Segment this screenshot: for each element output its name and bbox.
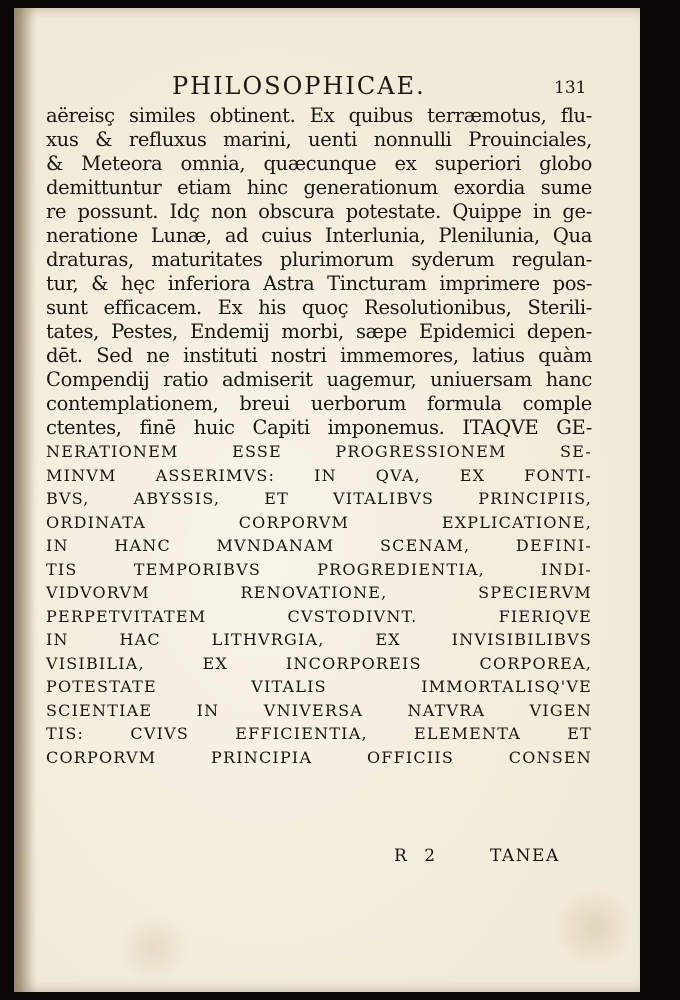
text-line: & Meteora omnia, quæcunque ex superiori globo: [46, 152, 592, 175]
caps-line: SCIENTIAE IN VNIVERSA NATVRA VIGEN: [46, 700, 592, 720]
text-line: contemplationem, breui uerborum formula comple: [46, 392, 592, 415]
binding-gutter-shadow: [14, 8, 36, 992]
caps-line: TIS TEMPORIBVS PROGREDIENTIA, INDI-: [46, 559, 592, 579]
body-text: [46, 104, 592, 769]
capitals-text-block: [46, 440, 592, 769]
text-line: dēt. Sed ne instituti nostri immemores, latius quàm: [46, 344, 592, 367]
caps-line: BVS, ABYSSIS, ET VITALIBVS PRINCIPIIS,: [46, 489, 592, 508]
text-line: sunt efficacem. Ex his quoç Resolutionibus, Sterili-: [46, 296, 592, 319]
folio-number: 131: [554, 78, 587, 98]
text-line: tur, & hęc inferiora Astra Tincturam imprimere pos-: [46, 272, 592, 295]
caps-line: POTESTATE VITALIS IMMORTALISQ'VE: [46, 677, 592, 696]
text-line: draturas, maturitates plurimorum syderum regulan-: [46, 248, 592, 271]
text-line: ctentes, finē huic Capiti imponemus. ITAQVE GE-: [46, 416, 592, 439]
roman-text-block: [46, 104, 592, 440]
text-line: demittuntur etiam hinc generationum exordia sume: [46, 176, 592, 199]
text-line: re possunt. Idç non obscura potestate. Quippe in ge-: [46, 200, 592, 223]
text-line: tates, Pestes, Endemij morbi, sæpe Epidemici depen-: [46, 320, 592, 343]
caps-line: CORPORVM PRINCIPIA OFFICIIS CONSEN: [46, 747, 592, 767]
text-line: aëreisç similes obtinent. Ex quibus terræmotus, flu-: [46, 104, 592, 127]
caps-line: VIDVORVM RENOVATIONE, SPECIERVM: [46, 583, 592, 602]
text-line: xus & refluxus marini, uenti nonnulli Prouinciales,: [46, 128, 592, 151]
signature-mark: R 2: [394, 846, 442, 866]
caps-line: MINVM ASSERIMVS: IN QVA, EX FONTI-: [46, 465, 592, 485]
caps-line: TIS: CVIVS EFFICIENTIA, ELEMENTA ET: [46, 724, 592, 743]
caps-line: IN HANC MVNDANAM SCENAM, DEFINI-: [46, 536, 592, 555]
caps-line: IN HAC LITHVRGIA, EX INVISIBILIBVS: [46, 630, 592, 649]
text-line: Compendij ratio admiserit uagemur, uniuersam hanc: [46, 368, 592, 391]
catchword: TANEA: [490, 846, 560, 866]
caps-line: ORDINATA CORPORVM EXPLICATIONE,: [46, 512, 592, 532]
caps-line: VISIBILIA, EX INCORPOREIS CORPOREA,: [46, 653, 592, 673]
caps-line: NERATIONEM ESSE PROGRESSIONEM SE-: [46, 442, 592, 461]
running-head-title: PHILOSOPHICAE.: [172, 72, 426, 100]
book-page: [14, 8, 640, 992]
caps-line: PERPETVITATEM CVSTODIVNT. FIERIQVE: [46, 606, 592, 626]
text-line: neratione Lunæ, ad cuius Interlunia, Plenilunia, Qua: [46, 224, 592, 247]
